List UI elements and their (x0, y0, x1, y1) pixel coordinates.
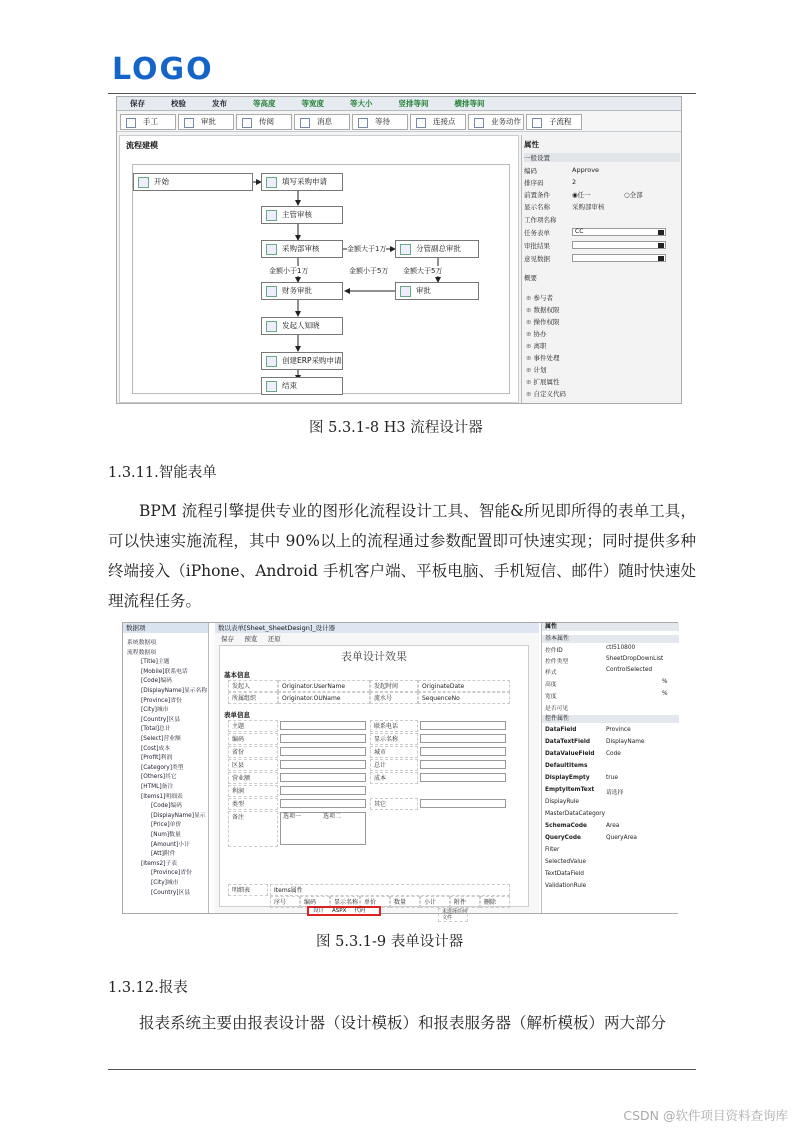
form-input[interactable] (280, 760, 366, 769)
prop-value[interactable]: QueryArea (606, 835, 637, 841)
tree-item[interactable]: [Cost]成本 (141, 745, 171, 752)
form-title: 表单设计效果 (341, 650, 407, 663)
radio-option-1[interactable]: 选项一 (283, 813, 302, 820)
finance-approval-node[interactable]: 财务审批 (261, 282, 343, 300)
vp-approval-node[interactable]: 分管副总审批 (395, 240, 479, 258)
group-events[interactable]: ⊕ 事件处理 (526, 353, 560, 362)
designer-window-title: 数以表单[Sheet_SheetDesign]_设计器 (215, 623, 539, 633)
save-button[interactable]: 保存 (221, 635, 234, 643)
approval-result-label: 审批结果 (524, 242, 550, 250)
prop-name: DataTextField (545, 739, 591, 745)
same-size-tool[interactable]: 等大小 (350, 99, 373, 108)
tree-item[interactable]: [Num]数量 (151, 832, 181, 838)
edge-label-lt1w: 金额小于1万 (269, 267, 309, 275)
designer-tabs (307, 906, 381, 916)
fill-application-node[interactable]: 填写采购申请 (261, 173, 343, 191)
form-input[interactable] (420, 734, 506, 743)
radio-option-2[interactable]: 选项二 (323, 813, 342, 820)
form-input[interactable] (420, 799, 506, 808)
figure2-caption: 图 5.3.1-9 表单设计器 (316, 934, 464, 950)
section-heading-smart-form: 1.3.11.智能表单 (108, 465, 217, 481)
group-participants[interactable]: ⊕ 参与者 (526, 293, 553, 302)
manual-node-button[interactable]: 手工 (120, 114, 176, 130)
tree-item[interactable]: [Profit]利润 (141, 755, 173, 762)
approval-node-button[interactable]: 审批 (178, 114, 234, 130)
originator-label: 发起人 (228, 680, 278, 692)
prop-height-label: 高度 (545, 682, 557, 688)
opinion-data-label: 意见数据 (524, 255, 550, 263)
restore-button[interactable]: 还原 (267, 635, 281, 643)
tree-item[interactable]: [DisplayName]显示名称 (141, 688, 208, 694)
order-label: 排序码 (524, 179, 544, 187)
tree-item[interactable]: [Code]编码 (141, 678, 172, 685)
form-field-label: 营业额 (228, 772, 278, 784)
group-leave[interactable]: ⊕ 离职 (526, 341, 547, 350)
tree-item[interactable]: [Province]省份 (151, 870, 192, 877)
work-item-label: 工作项名称 (524, 216, 557, 224)
prop-name: EmptyItemText (545, 787, 595, 793)
tab-code[interactable]: 代码 (354, 908, 366, 914)
prop-style-value[interactable]: ControlSelected (606, 667, 653, 673)
tree-item[interactable]: [DisplayName]显示 (151, 812, 206, 819)
detail-column-header: 删除 (480, 896, 510, 908)
circulate-node-button[interactable]: 传阅 (236, 114, 292, 130)
tree-item[interactable]: [HTML]备注 (141, 784, 174, 790)
edge-label-lt5w: 金额小于5万 (349, 267, 389, 275)
footer-divider (108, 1069, 696, 1070)
form-field-label: 总计 (370, 759, 418, 771)
properties-title: 属性 (524, 140, 539, 149)
properties-panel (521, 135, 681, 403)
prop-value[interactable]: DisplayName (606, 739, 645, 745)
supervisor-review-node[interactable]: 主管审核 (261, 206, 343, 224)
basic-info-heading: 基本信息 (224, 671, 250, 679)
form-field-label: 主题 (228, 720, 278, 732)
designer-toolbar (215, 634, 539, 644)
prop-value[interactable]: Code (606, 751, 621, 757)
end-node[interactable]: 结束 (261, 377, 343, 395)
form-input[interactable] (420, 773, 506, 782)
tree-item[interactable]: [City]城市 (151, 880, 179, 886)
message-node-button[interactable]: 消息 (294, 114, 350, 130)
tree-item[interactable]: [Mobile]联系电话 (141, 668, 188, 675)
form-field-label: 利润 (228, 785, 278, 797)
tree-item[interactable]: [Code]编码 (151, 803, 182, 810)
prop-width-label: 宽度 (545, 694, 557, 700)
detail-table-label: 明细表 (228, 884, 268, 896)
prop-value[interactable]: true (606, 775, 618, 781)
group-ext[interactable]: ⊕ 扩展属性 (526, 377, 560, 386)
save-tool[interactable]: 保存 (130, 99, 145, 108)
logo: LOGO (112, 52, 214, 87)
form-field-label: 显示名称 (370, 733, 418, 745)
form-input[interactable] (280, 773, 366, 782)
section-paragraph: BPM 流程引擎提供专业的图形化流程设计工具、智能&所见即所得的表单工具，可以快速实施流程，其中 90%以上的流程通过参数配置即可快速实现；同时提供多种终端接入（iPhone、Android 手机客户端、平板电脑、手机短信、邮件）随时快速处理流程任务。 (108, 502, 696, 610)
form-input[interactable] (420, 760, 506, 769)
publish-tool[interactable]: 发布 (212, 99, 227, 108)
designer-toolbar-top (117, 97, 681, 111)
order-value[interactable]: 2 (572, 178, 577, 186)
detail-column-header: 附件 (450, 896, 480, 908)
prop-id-label: 控件ID (545, 648, 563, 654)
form-designer-figure (122, 622, 678, 921)
form-input[interactable] (420, 747, 506, 756)
prop-name: TextDataField (545, 871, 584, 877)
group-custom-code[interactable]: ⊕ 自定义代码 (526, 389, 566, 398)
tree-item[interactable]: [Others]其它 (141, 774, 177, 781)
prop-visible-label: 是否可见 (545, 706, 569, 712)
tree-item[interactable]: [Select]营业额 (141, 736, 181, 742)
connector-node-button[interactable]: 连接点 (410, 114, 466, 130)
detail-column-header: 数量 (390, 896, 420, 908)
form-input[interactable] (280, 799, 366, 808)
group-plan[interactable]: ⊕ 计划 (526, 365, 547, 374)
prop-name: QueryCode (545, 835, 581, 841)
group-data-perm[interactable]: ⊕ 数据权限 (526, 305, 560, 314)
form-input[interactable] (280, 721, 366, 730)
seq-value: SequenceNo (418, 692, 510, 704)
tree-item[interactable]: [Items1]明细表 (141, 793, 183, 800)
seq-label: 流水号 (370, 692, 418, 704)
tree-item[interactable]: [Country]区县 (151, 889, 191, 896)
originator-value: Originator.UserName (278, 680, 370, 692)
prop-name: DisplayEmpty (545, 775, 590, 781)
purchase-dept-node[interactable]: 采购部审核 (261, 240, 343, 258)
edge-label-gt5w: 金额大于5万 (403, 267, 443, 275)
dept-value: Originator.OUName (278, 692, 370, 704)
prop-style-label: 样式 (545, 670, 557, 676)
detail-column-header: 序号 (270, 896, 300, 908)
condition-label: 前置条件 (524, 191, 550, 199)
detail-column-header: 小计 (420, 896, 450, 908)
section-paragraph-report: 报表系统主要由报表设计器（设计模板）和报表服务器（解析模板）两大部分 (139, 1014, 667, 1032)
create-erp-node[interactable]: 创建ERP采购申请 (261, 352, 343, 370)
form-design-area (215, 623, 539, 921)
time-value: OriginateDate (418, 680, 510, 692)
prop-type-value[interactable]: SheetDropDownList (606, 656, 664, 662)
tree-item[interactable]: [Total]总计 (141, 726, 171, 733)
prop-type-label: 控件类型 (545, 659, 569, 665)
form-info-heading: 表单信息 (224, 711, 250, 719)
wait-node-button[interactable]: 等待 (352, 114, 408, 130)
tree-item[interactable]: [Price]单价 (151, 822, 182, 829)
same-height-tool[interactable]: 等高度 (253, 99, 276, 108)
general-settings-header[interactable]: 一般设置 (524, 153, 680, 162)
form-field-label: 省份 (228, 746, 278, 758)
dept-label: 所属组织 (228, 692, 278, 704)
prop-name: MasterDataCategory (545, 811, 606, 817)
tree-item[interactable]: [City]城市 (141, 707, 169, 714)
tree-item[interactable]: [Att]附件 (151, 851, 176, 858)
prop-name: SelectedValue (545, 859, 587, 865)
tree-title: 数据项 (123, 623, 208, 633)
panel-title: 流程建模 (126, 141, 158, 150)
tab-aspx[interactable]: ASPX (332, 908, 347, 914)
watermark: CSDN @软件项目资料查询库 (623, 1108, 788, 1123)
detail-column-header: 显示名称 (330, 896, 360, 908)
form-field-label: 其它 (370, 798, 418, 810)
header-divider (108, 93, 696, 94)
prop-value[interactable]: 请选择 (606, 790, 624, 796)
approval-node[interactable]: 审批 (395, 282, 479, 300)
prop-value[interactable]: Area (606, 823, 620, 829)
same-width-tool[interactable]: 等宽度 (301, 99, 324, 108)
tree-item[interactable]: [Items2]子表 (141, 860, 178, 867)
subflow-button[interactable]: 子流程 (526, 114, 582, 130)
form-input[interactable] (420, 721, 506, 730)
prop-name: DisplayRule (545, 799, 579, 805)
prop-name: DataValueField (545, 751, 595, 757)
display-name-label: 显示名称 (524, 203, 550, 211)
task-form-label: 任务表单 (524, 229, 550, 237)
detail-table-title: Items属性 (270, 884, 510, 896)
figure1-caption: 图 5.3.1-8 H3 流程设计器 (309, 420, 483, 436)
tree-item[interactable]: [Province]省份 (141, 697, 182, 704)
data-item-tree (123, 623, 209, 913)
props-title: 属性 (542, 623, 679, 631)
task-form-select[interactable]: CC (572, 228, 666, 236)
section-heading-report: 1.3.12.报表 (108, 980, 188, 996)
condition-any-radio[interactable]: ◉任一 (572, 191, 591, 199)
tree-item[interactable]: [Category]类型 (141, 764, 184, 771)
approval-result-select[interactable] (572, 241, 666, 249)
form-field-label: 城市 (370, 746, 418, 758)
horizontal-spacing-tool[interactable]: 横排等间 (454, 99, 485, 108)
summary-label: 概要 (524, 274, 537, 282)
prop-height-unit[interactable]: % (662, 679, 668, 685)
time-label: 发起时间 (370, 680, 418, 692)
prop-name: Filter (545, 847, 560, 853)
tree-item[interactable]: [Amount]小计 (151, 841, 190, 848)
prop-name: SchemaCode (545, 823, 587, 829)
vertical-spacing-tool[interactable]: 竖排等间 (398, 99, 429, 108)
control-props-header[interactable]: 控件属性 (542, 715, 679, 723)
node-palette (117, 112, 681, 132)
validate-tool[interactable]: 校验 (171, 99, 186, 108)
code-label: 编码 (524, 167, 537, 175)
prop-name: ValidationRule (545, 883, 587, 889)
form-input[interactable] (280, 786, 366, 795)
tree-item[interactable]: 系统数据项 (127, 640, 156, 646)
display-name-value[interactable]: 采购部审核 (572, 203, 605, 211)
tab-design[interactable]: 设计 (313, 908, 325, 914)
form-input[interactable] (280, 747, 366, 756)
code-value[interactable]: Approve (572, 166, 600, 174)
form-input[interactable] (280, 734, 366, 743)
workflow-designer-figure (116, 96, 682, 404)
prop-value[interactable]: Province (606, 727, 631, 733)
notify-originator-node[interactable]: 发起人知晓 (261, 317, 343, 335)
prop-width-unit[interactable]: % (662, 691, 668, 697)
form-field-label: 区县 (228, 759, 278, 771)
opinion-data-select[interactable] (572, 254, 666, 262)
flow-grid (132, 164, 510, 394)
edge-label-gt1w: 金额大于1万 (347, 245, 387, 253)
form-field-label: 备注 (228, 811, 278, 847)
form-properties-panel (541, 623, 679, 913)
form-field-label: 编码 (228, 733, 278, 745)
tree-item[interactable]: [Country]区县 (141, 716, 181, 723)
form-field-label: 成本 (370, 772, 418, 784)
business-action-button[interactable]: 业务动作 (468, 114, 524, 130)
tree-item[interactable]: [Title]主题 (141, 659, 170, 666)
prop-name: DataField (545, 727, 577, 733)
start-node[interactable]: 开始 (133, 173, 253, 191)
tree-item[interactable]: 流程数据项 (127, 649, 156, 656)
detail-column-header: 单价 (360, 896, 390, 908)
condition-all-radio[interactable]: ○全部 (624, 191, 643, 199)
group-assist[interactable]: ⊕ 协办 (526, 329, 547, 338)
basic-props-header[interactable]: 基本属性 (542, 635, 679, 643)
form-field-label: 联系电话 (370, 720, 418, 732)
detail-column-header: 编码 (300, 896, 330, 908)
attach-text: 未选择任何文件 (438, 908, 468, 922)
prop-id-value[interactable]: ctl510800 (606, 645, 636, 651)
form-field-label: 类型 (228, 798, 278, 810)
flow-canvas[interactable] (119, 135, 519, 403)
group-op-perm[interactable]: ⊕ 操作权限 (526, 317, 560, 326)
preview-button[interactable]: 预览 (244, 635, 258, 643)
prop-name: DefaultItems (545, 763, 588, 769)
